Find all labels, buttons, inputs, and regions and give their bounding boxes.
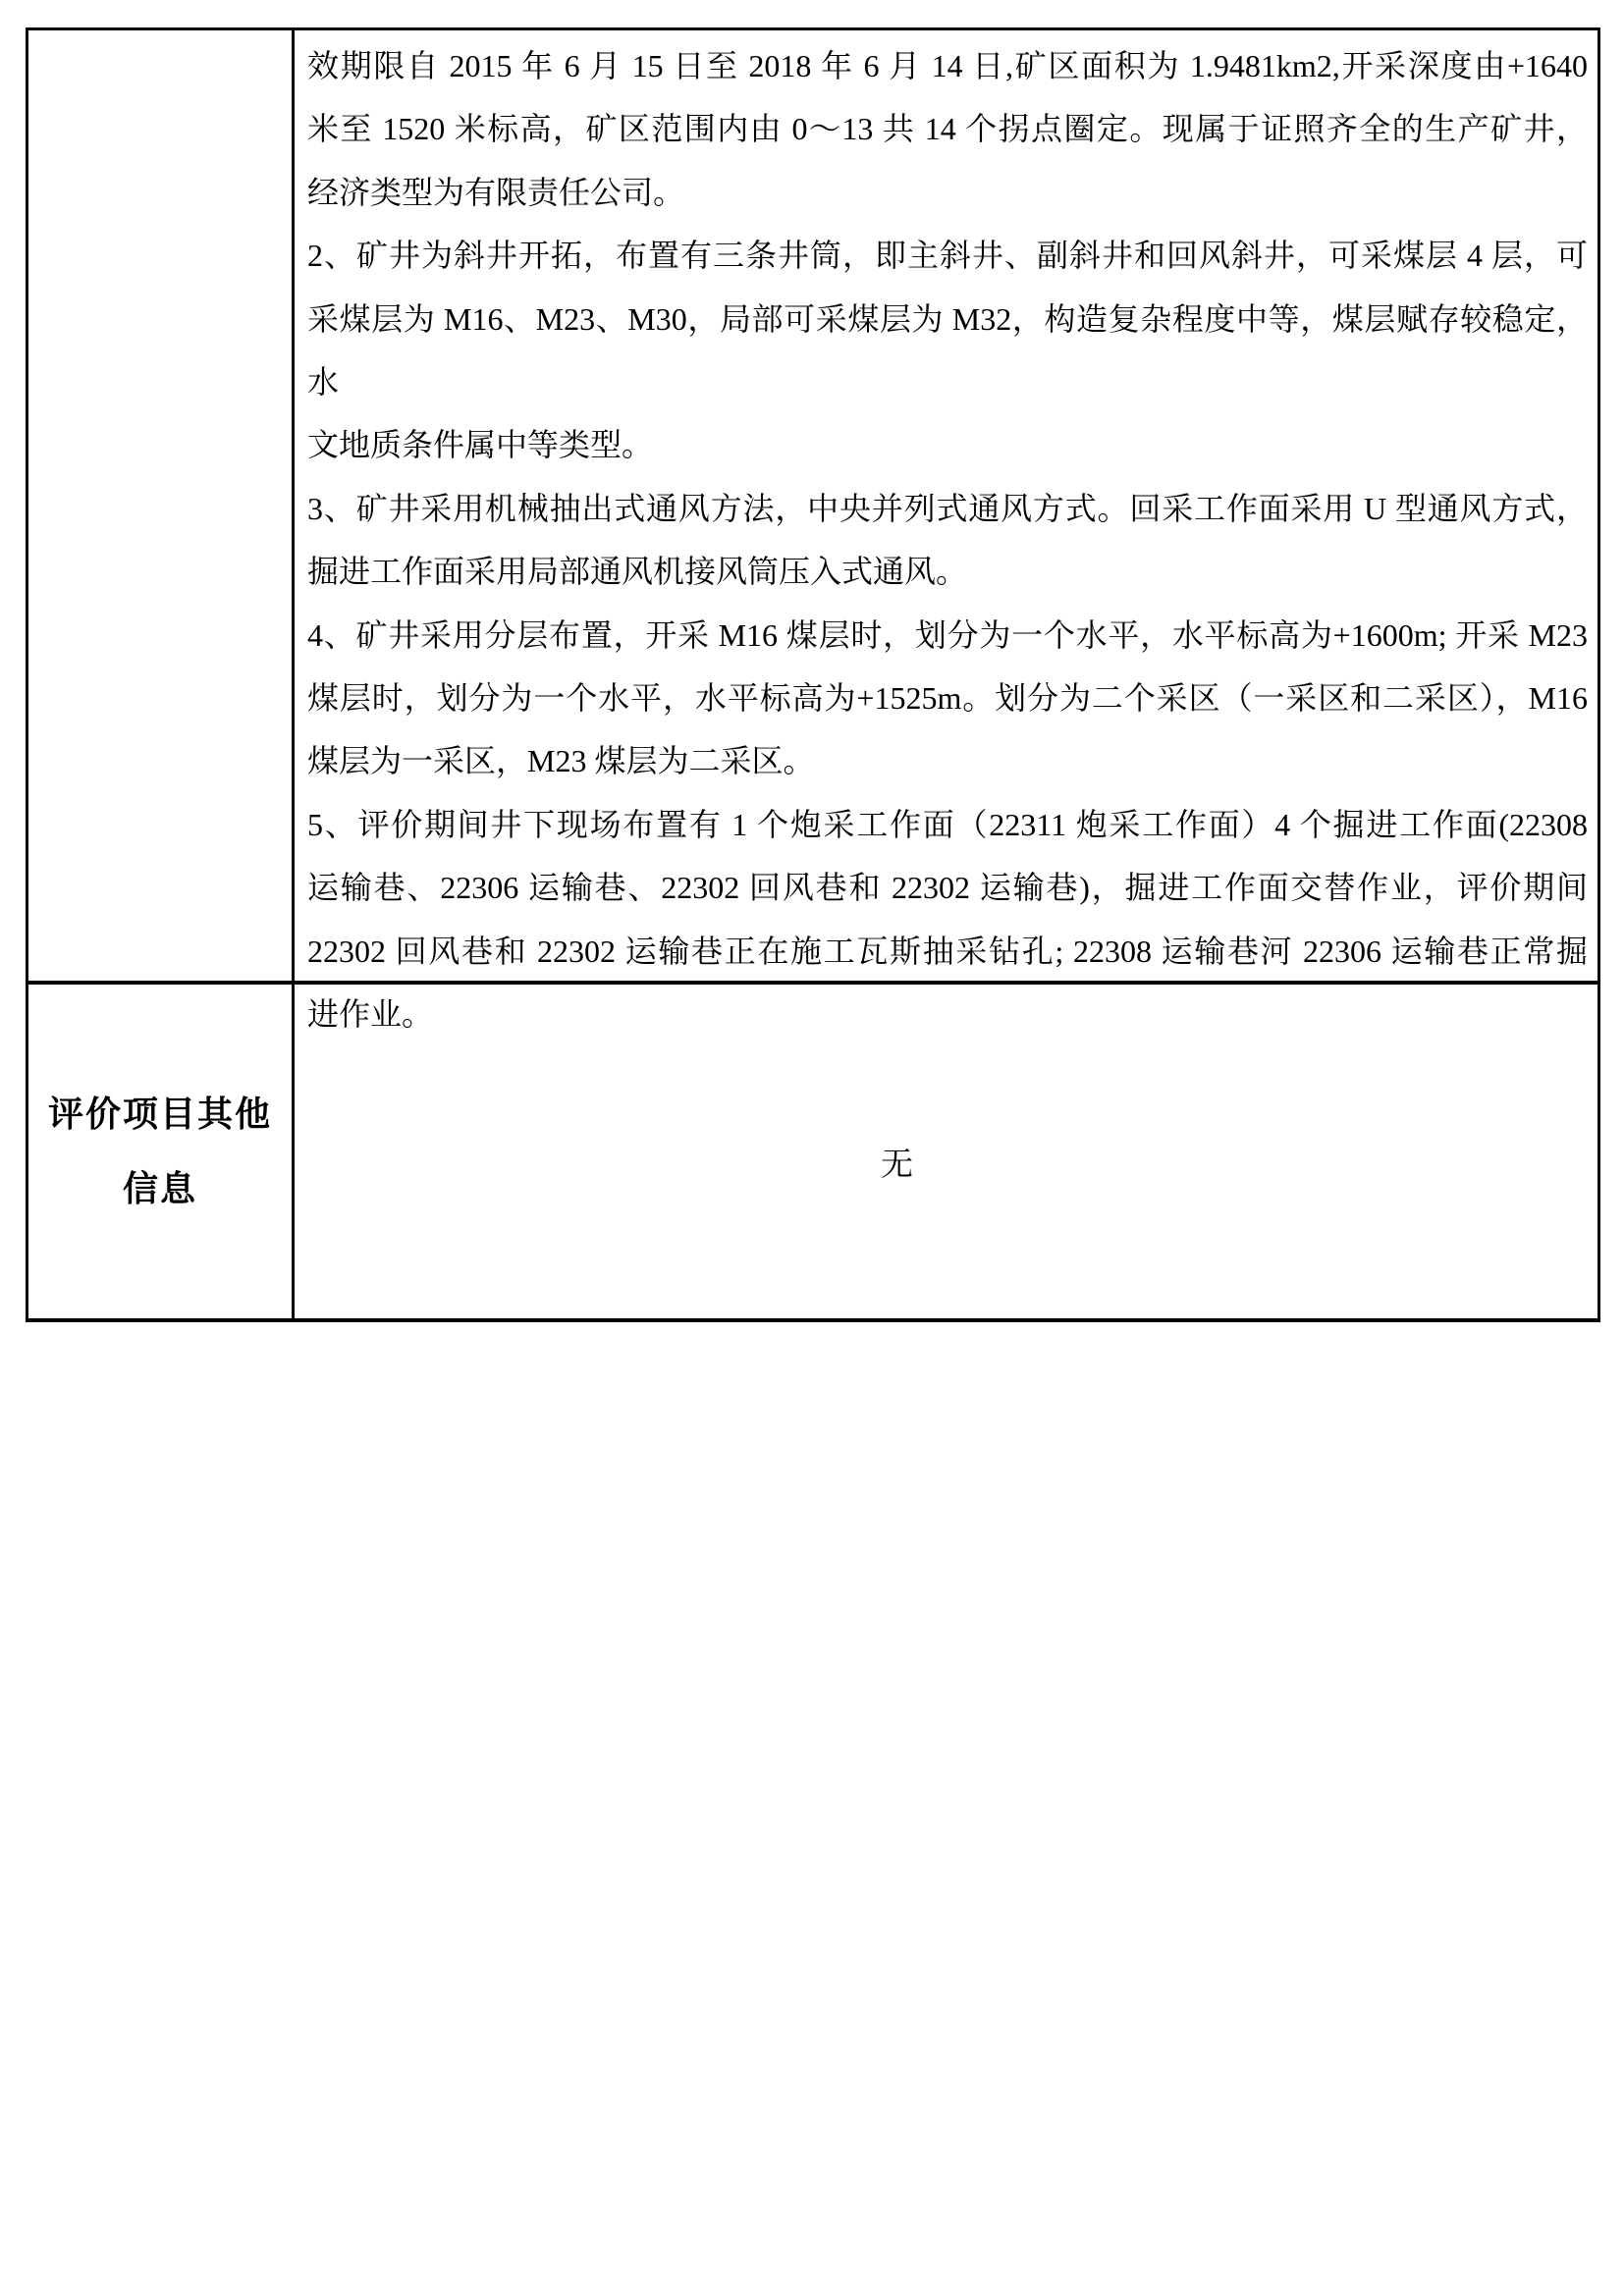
- other-info-content-cell: [295, 985, 1597, 1318]
- other-info-label-line2: 信息: [122, 1169, 197, 1208]
- text-line: 采煤层为 M16、M23、M30，局部可采煤层为 M32，构造复杂程度中等，煤层赋存较稳定，水: [307, 300, 1588, 400]
- text-line: 米至 1520 米标高，矿区范围内由 0～13 共 14 个拐点圈定。现属于证照齐全的生产矿井，: [307, 111, 1588, 147]
- mine-description-text: [295, 30, 1597, 1033]
- text-line: 经济类型为有限责任公司。: [307, 174, 685, 210]
- text-line: 运输巷、22306 运输巷、22302 回风巷和 22302 运输巷)，掘进工作面交替作业，评价期间: [307, 870, 1588, 906]
- table-row-continuation: [28, 30, 1597, 1033]
- text-line: 4、矿井采用分层布置，开采 M16 煤层时，划分为一个水平，水平标高为+1600m; 开采 M23: [307, 616, 1588, 653]
- report-table: [26, 27, 1600, 1322]
- text-line: 掘进工作面采用局部通风机接风筒压入式通风。: [307, 554, 968, 590]
- text-line: 效期限自 2015 年 6 月 15 日至 2018 年 6 月 14 日,矿区面积为 1.9481km2,开采深度由+1640: [307, 48, 1588, 83]
- text-line: 文地质条件属中等类型。: [307, 427, 654, 463]
- other-info-label-line1: 评价项目其他: [47, 1095, 272, 1134]
- text-line: 3、矿井采用机械抽出式通风方法，中央并列式通风方式。回采工作面采用 U 型通风方式，: [307, 490, 1588, 526]
- table-row-other-info: [28, 985, 1597, 1318]
- text-line: 22302 回风巷和 22302 运输巷正在施工瓦斯抽采钻孔; 22308 运输巷河 22306 运输巷正常掘: [307, 933, 1588, 969]
- text-line: 煤层时，划分为一个水平，水平标高为+1525m。划分为二个采区（一采区和二采区），M16: [307, 680, 1588, 717]
- label-cell-empty: [28, 30, 295, 981]
- text-line: 2、矿井为斜井开拓，布置有三条井筒，即主斜井、副斜井和回风斜井，可采煤层 4 层，可: [307, 238, 1588, 274]
- text-line: 5、评价期间井下现场布置有 1 个炮采工作面（22311 炮采工作面）4 个掘进工作面(22308: [307, 806, 1588, 842]
- other-info-label-cell: [28, 985, 295, 1318]
- text-line: 进作业。: [307, 996, 434, 1033]
- text-line: 煤层为一采区，M23 煤层为二采区。: [307, 743, 815, 779]
- other-info-value: 无: [881, 1147, 913, 1183]
